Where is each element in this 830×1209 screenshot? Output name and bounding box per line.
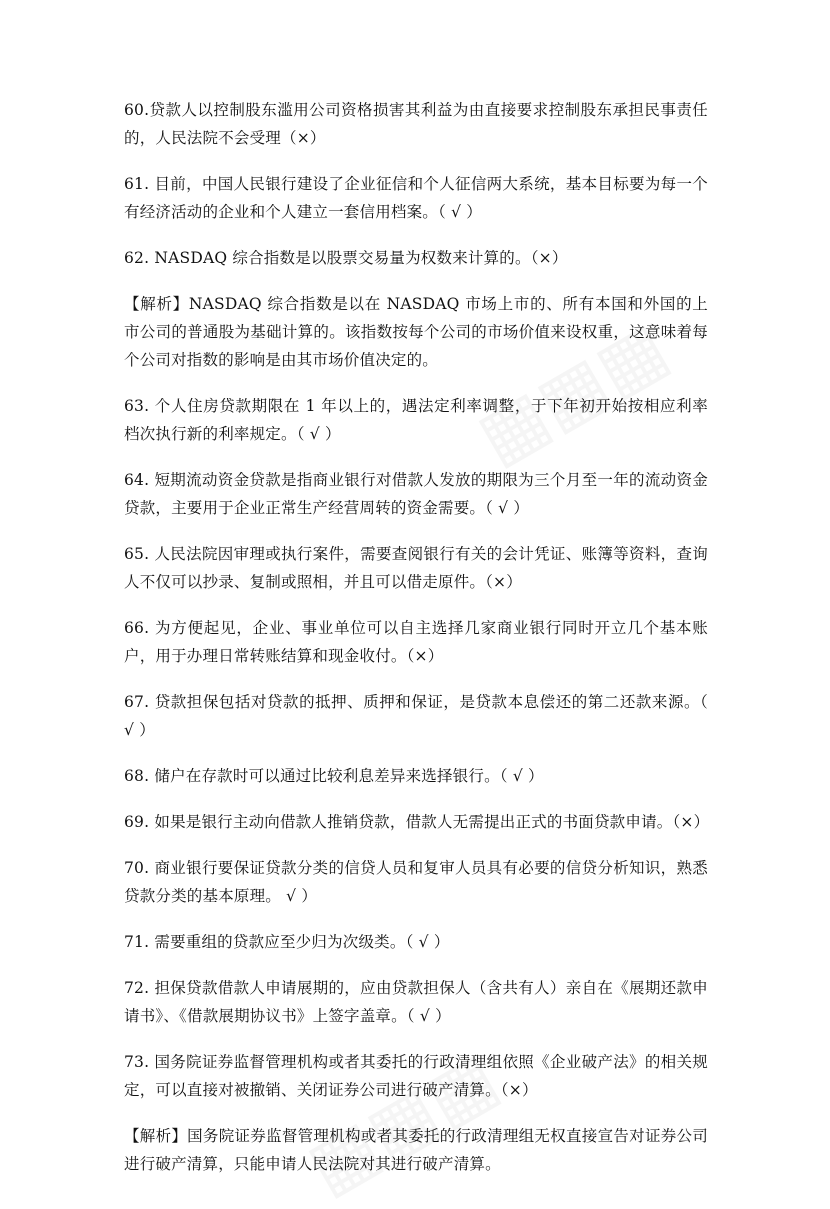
question-73: 73. 国务院证券监督管理机构或者其委托的行政清理组依照《企业破产法》的相关规定，可以直接对被撤销、关闭证券公司进行破产清算。（×） <box>124 1053 708 1099</box>
question-60: 60.贷款人以控制股东滥用公司资格损害其利益为由直接要求控制股东承担民事责任的，人民法院不会受理（×） <box>124 101 708 147</box>
explanation-62: 【解析】NASDAQ 综合指数是以在 NASDAQ 市场上市的、所有本国和外国的上市公司的普通股为基础计算的。该指数按每个公司的市场价值来设权重，这意味着每个公司对指数的影响是由其市场价值决定的。 <box>124 295 708 369</box>
document-body <box>124 96 708 1196</box>
question-61: 61. 目前，中国人民银行建设了企业征信和个人征信两大系统，基本目标要为每一个有经济活动的企业和个人建立一套信用档案。（ √ ） <box>124 175 708 221</box>
question-72: 72. 担保贷款借款人申请展期的，应由贷款担保人（含共有人）亲自在《展期还款申请书》、《借款展期协议书》上签字盖章。（ √ ） <box>124 979 708 1025</box>
explanation-73: 【解析】国务院证券监督管理机构或者其委托的行政清理组无权直接宣告对证券公司进行破产清算，只能申请人民法院对其进行破产清算。 <box>124 1127 708 1173</box>
question-65: 65. 人民法院因审理或执行案件，需要查阅银行有关的会计凭证、账簿等资料，查询人不仅可以抄录、复制或照相，并且可以借走原件。（×） <box>124 545 708 591</box>
question-69: 69. 如果是银行主动向借款人推销贷款，借款人无需提出正式的书面贷款申请。（×） <box>124 813 710 831</box>
question-64: 64. 短期流动资金贷款是指商业银行对借款人发放的期限为三个月至一年的流动资金贷款，主要用于企业正常生产经营周转的资金需要。（ √ ） <box>124 471 708 517</box>
question-71: 71. 需要重组的贷款应至少归为次级类。（ √ ） <box>124 933 450 951</box>
question-67: 67. 贷款担保包括对贷款的抵押、质押和保证，是贷款本息偿还的第二还款来源。（ √ ） <box>124 693 708 739</box>
question-68: 68. 储户在存款时可以通过比较利息差异来选择银行。（ √ ） <box>124 767 544 785</box>
question-62: 62. NASDAQ 综合指数是以股票交易量为权数来计算的。（×） <box>124 249 568 267</box>
question-66: 66. 为方便起见，企业、事业单位可以自主选择几家商业银行同时开立几个基本账户，用于办理日常转账结算和现金收付。（×） <box>124 619 708 665</box>
question-70: 70. 商业银行要保证贷款分类的信贷人员和复审人员具有必要的信贷分析知识，熟悉贷款分类的基本原理。 √ ） <box>124 859 708 905</box>
question-63: 63. 个人住房贷款期限在 1 年以上的，遇法定利率调整，于下年初开始按相应利率档次执行新的利率规定。（ √ ） <box>124 397 708 443</box>
